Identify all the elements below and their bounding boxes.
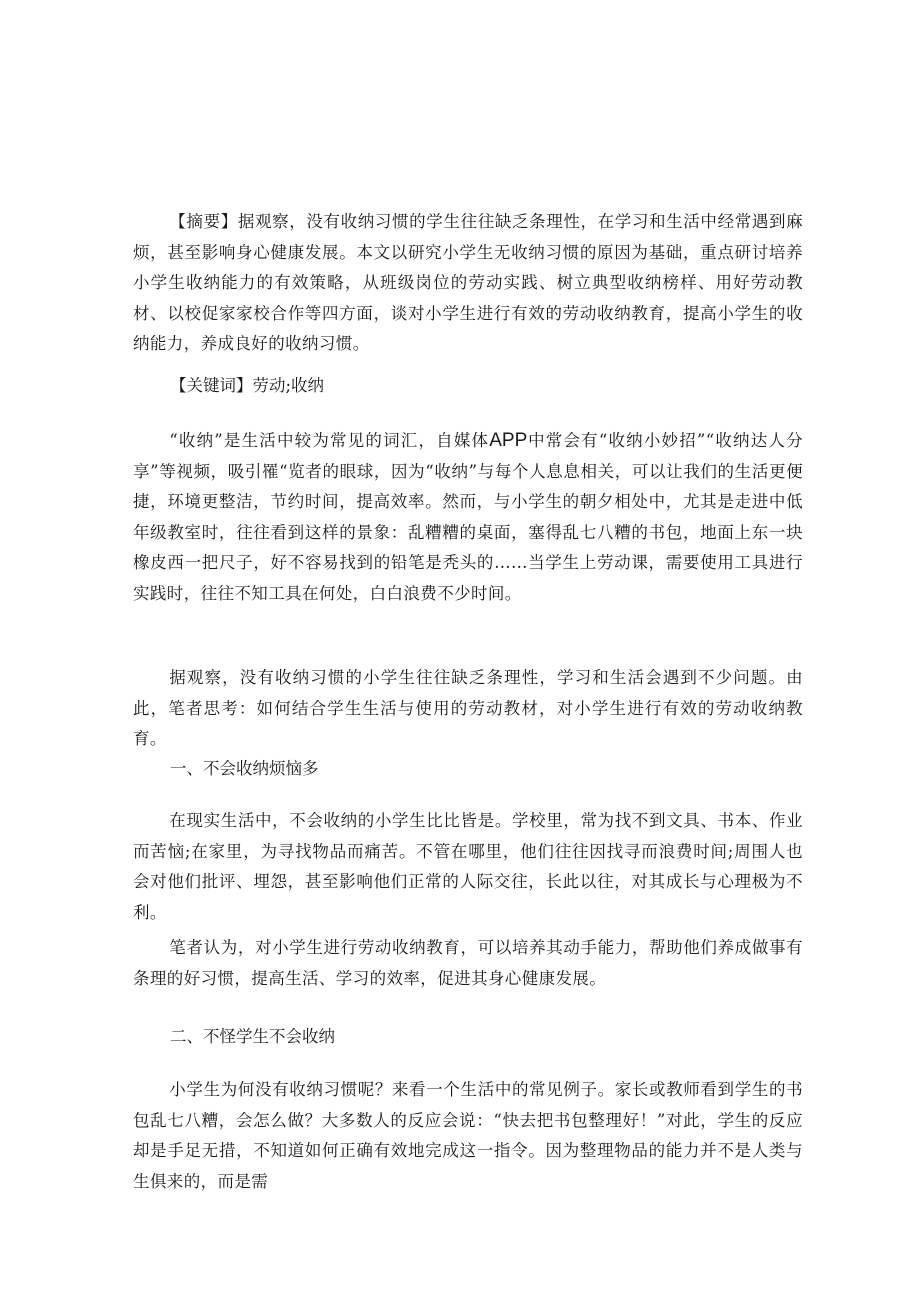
app-word: APP: [489, 430, 528, 451]
section2-paragraph-1: 小学生为何没有收纳习惯呢？来看一个生活中的常见例子。家长或教师看到学生的书包乱七八糟，会怎么做？大多数人的反应会说：“快去把书包整理好！”对此，学生的反应却是手足无措，不知道如何正确有效地完成这一指令。因为整理物品的能力并不是人类与生俱来的，而是需: [133, 1080, 803, 1191]
keywords-label: 【关键词】: [170, 376, 253, 395]
keywords-line: [170, 371, 324, 401]
intro-text-2: 中常会有“收纳小妙招”“收纳达人分享”等视频，吸引罹“览者的眼球，因为“收纳”与每个人息息相关，可以让我们的生活更便捷，环境更整洁，节约时间，提高效率。然而，与小学生的朝夕相处中，尤其是走进中低年级教室时，往往看到这样的景象：乱糟糟的桌面，塞得乱七八糟的书包，地面上东一块橡皮西一把尺子，好不容易找到的铅笔是秃头的……当学生上劳动课，需要使用工具进行实践时，往往不知工具在何处，白白浪费不少时间。: [133, 431, 803, 603]
section1-paragraph-2: 笔者认为，对小学生进行劳动收纳教育，可以培养其动手能力，帮助他们养成做事有条理的好习惯，提高生活、学习的效率，促进其身心健康发展。: [133, 938, 803, 988]
keywords-text: 劳动;收纳: [252, 376, 325, 395]
abstract-paragraph: [133, 207, 803, 360]
abstract-label: 【摘要】: [169, 212, 238, 231]
section1-paragraph-1: 在现实生活中，不会收纳的小学生比比皆是。学校里，常为找不到文具、书本、作业而苦恼;在家里，为寻找物品而痛苦。不管在哪里，他们往往因找寻而浪费时间;周围人也会对他们批评、埋怨，甚至影响他们正常的人际交往，长此以往，对其成长与心理极为不利。: [133, 811, 803, 922]
section1-heading: 一、不会收纳烦恼多: [170, 759, 319, 778]
section2-heading: 二、不怪学生不会收纳: [170, 1027, 335, 1046]
abstract-text: 据观察，没有收纳习惯的学生往往缺乏条理性，在学习和生活中经常遇到麻烦，甚至影响身心健康发展。本文以研究小学生无收纳习惯的原因为基础，重点研讨培养小学生收纳能力的有效策略，从班级岗位的劳动实践、树立典型收纳榜样、用好劳动教材、以校促家家校合作等四方面，谈对小学生进行有效的劳动收纳教育，提高小学生的收纳能力，养成良好的收纳习惯。: [133, 212, 804, 354]
intro-paragraph: [133, 426, 803, 610]
intro-text-1: “收纳”是生活中较为常见的词汇，自媒体: [169, 431, 490, 450]
observation-paragraph: 据观察，没有收纳习惯的小学生往往缺乏条理性，学习和生活会遇到不少问题。由此，笔者思考：如何结合学生生活与使用的劳动教材，对小学生进行有效的劳动收纳教育。: [133, 668, 803, 749]
